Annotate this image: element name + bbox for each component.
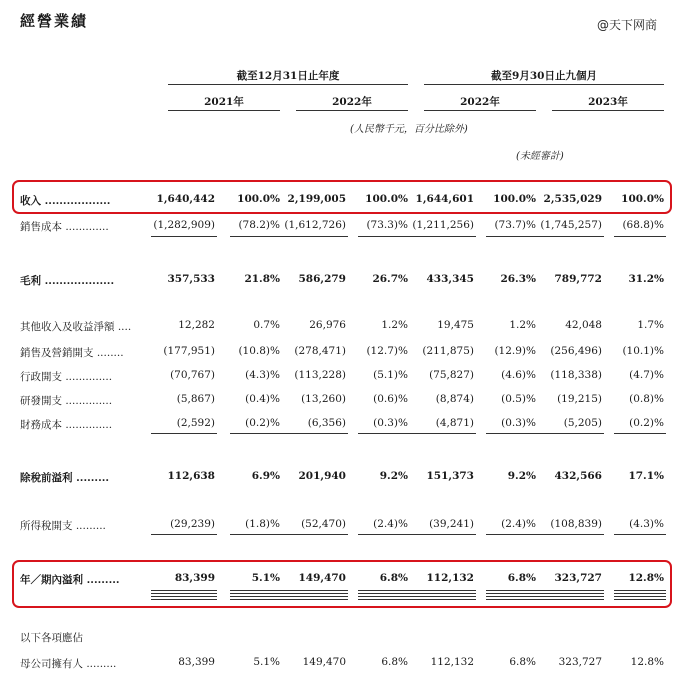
table-cell: 112,132 [426, 572, 474, 584]
year-header-rule [168, 110, 280, 111]
table-cell: (4.7)% [629, 369, 664, 381]
table-cell: 31.2% [628, 273, 664, 285]
table-cell: 323,727 [558, 656, 602, 668]
table-cell: 9.2% [379, 470, 408, 482]
table-cell: 1,640,442 [156, 193, 215, 205]
table-cell: (5.1)% [373, 369, 408, 381]
underline [282, 433, 348, 434]
table-cell: (39,241) [429, 518, 474, 530]
highlight-profit-row [12, 560, 672, 608]
leader-dots: .............. [62, 419, 113, 431]
table-cell: 0.7% [253, 319, 280, 331]
table-cell: 6.8% [507, 572, 536, 584]
table-cell: 586,279 [298, 273, 346, 285]
table-cell: (8,874) [435, 393, 474, 405]
row-label: 銷售成本 ............. [20, 221, 109, 233]
underline [410, 433, 476, 434]
table-cell: 6.8% [509, 656, 536, 668]
table-cell: 1,644,601 [415, 193, 474, 205]
group-header-rule [168, 84, 408, 85]
table-cell: (0.5)% [501, 393, 536, 405]
table-cell: 26.3% [500, 273, 536, 285]
table-cell: (1,612,726) [284, 219, 346, 231]
underline [282, 236, 348, 237]
table-cell: (4.6)% [501, 369, 536, 381]
table-cell: (10.1)% [622, 345, 664, 357]
table-cell: 1.2% [381, 319, 408, 331]
table-cell: (2,592) [176, 417, 215, 429]
table-cell: (4.3)% [629, 518, 664, 530]
row-label: 母公司擁有人 ......... [20, 658, 117, 670]
row-label: 所得稅開支 ......... [20, 520, 106, 532]
table-cell: (113,228) [294, 369, 346, 381]
underline [614, 236, 666, 237]
row-label: 收入 .................. [20, 195, 111, 207]
table-cell: (5,205) [563, 417, 602, 429]
table-cell: (1,211,256) [412, 219, 474, 231]
table-cell: (73.7)% [494, 219, 536, 231]
underline [358, 236, 410, 237]
leader-dots: .................. [41, 195, 111, 207]
table-cell: (12.9)% [494, 345, 536, 357]
underline [151, 433, 217, 434]
table-cell: 9.2% [507, 470, 536, 482]
table-cell: 112,638 [167, 470, 215, 482]
leader-dots: ......... [72, 472, 110, 484]
table-cell: 112,132 [430, 656, 474, 668]
table-cell: 100.0% [493, 193, 536, 205]
table-cell: 100.0% [365, 193, 408, 205]
table-cell: (29,239) [170, 518, 215, 530]
table-cell: 6.8% [379, 572, 408, 584]
table-cell: (0.2)% [629, 417, 664, 429]
year-header: 2022年 [332, 96, 372, 108]
table-cell: (68.8)% [622, 219, 664, 231]
table-cell: 12.8% [628, 572, 664, 584]
table-cell: (4.3)% [245, 369, 280, 381]
row-label: 研發開支 .............. [20, 395, 113, 407]
leader-dots: ................... [41, 275, 115, 287]
underline [230, 534, 282, 535]
table-cell: 83,399 [174, 572, 215, 584]
underline [151, 236, 217, 237]
underline [230, 433, 282, 434]
unaudited-note: (未經審計) [516, 151, 564, 162]
table-cell: (108,839) [550, 518, 602, 530]
table-cell: 433,345 [426, 273, 474, 285]
table-cell: (118,338) [550, 369, 602, 381]
leader-dots: .... [114, 321, 132, 333]
table-cell: (0.3)% [501, 417, 536, 429]
table-cell: 42,048 [565, 319, 602, 331]
group-header-nine-months: 截至9月30日止九個月 [491, 70, 597, 82]
year-header-rule [296, 110, 408, 111]
table-cell: 5.1% [251, 572, 280, 584]
table-cell: 100.0% [621, 193, 664, 205]
leader-dots: ......... [83, 574, 120, 586]
section-heading: 經營業績 [20, 12, 89, 30]
leader-dots: .............. [62, 371, 113, 383]
leader-dots: ........ [93, 347, 124, 359]
table-cell: (75,827) [429, 369, 474, 381]
table-cell: 26.7% [372, 273, 408, 285]
underline [282, 534, 348, 535]
row-label: 其他收入及收益淨額 .... [20, 321, 132, 333]
table-cell: 12.8% [630, 656, 664, 668]
table-cell: (73.3)% [366, 219, 408, 231]
table-cell: 17.1% [628, 470, 664, 482]
underline [410, 534, 476, 535]
highlight-revenue-row [12, 180, 672, 214]
year-header: 2021年 [204, 96, 244, 108]
table-cell: 151,373 [426, 470, 474, 482]
table-cell: 149,470 [298, 572, 346, 584]
underline [538, 236, 604, 237]
underline [538, 433, 604, 434]
table-cell: (13,260) [301, 393, 346, 405]
leader-dots: ......... [72, 520, 106, 532]
row-label: 銷售及營銷開支 ........ [20, 347, 124, 359]
leader-dots: .............. [62, 395, 113, 407]
underline [486, 433, 538, 434]
table-cell: (52,470) [301, 518, 346, 530]
table-cell: (10.8)% [238, 345, 280, 357]
table-cell: 5.1% [253, 656, 280, 668]
table-cell: 6.9% [251, 470, 280, 482]
table-cell: (0.4)% [245, 393, 280, 405]
table-cell: (0.8)% [629, 393, 664, 405]
group-header-rule [424, 84, 664, 85]
underline [151, 534, 217, 535]
row-label: 以下各項應佔 [20, 632, 83, 644]
table-cell: (0.3)% [373, 417, 408, 429]
row-label: 行政開支 .............. [20, 371, 113, 383]
group-header-annual: 截至12月31日止年度 [236, 70, 340, 82]
table-cell: (256,496) [550, 345, 602, 357]
table-cell: 201,940 [298, 470, 346, 482]
table-cell: 1.7% [637, 319, 664, 331]
table-cell: 357,533 [167, 273, 215, 285]
row-label: 除稅前溢利 ......... [20, 472, 110, 484]
table-cell: (70,767) [170, 369, 215, 381]
underline [614, 534, 666, 535]
table-cell: (278,471) [294, 345, 346, 357]
table-cell: (6,356) [307, 417, 346, 429]
leader-dots: ......... [83, 658, 117, 670]
table-cell: 12,282 [178, 319, 215, 331]
row-label: 毛利 ................... [20, 275, 115, 287]
table-cell: 2,535,029 [543, 193, 602, 205]
table-cell: (5,867) [176, 393, 215, 405]
watermark: @天下网商 [597, 18, 658, 32]
underline [358, 433, 410, 434]
table-cell: 21.8% [244, 273, 280, 285]
underline [538, 534, 604, 535]
table-cell: 100.0% [237, 193, 280, 205]
table-cell: (2.4)% [501, 518, 536, 530]
table-cell: (2.4)% [373, 518, 408, 530]
underline [486, 236, 538, 237]
year-header-rule [424, 110, 536, 111]
table-cell: 432,566 [554, 470, 602, 482]
table-cell: (1,282,909) [153, 219, 215, 231]
row-label: 年／期內溢利 ......... [20, 574, 120, 586]
unit-note: (人民幣千元，百分比除外) [350, 124, 468, 135]
table-cell: 83,399 [178, 656, 215, 668]
table-cell: 26,976 [309, 319, 346, 331]
table-cell: 149,470 [302, 656, 346, 668]
year-header-rule [552, 110, 664, 111]
table-cell: 323,727 [554, 572, 602, 584]
leader-dots: ............. [62, 221, 109, 233]
row-label: 財務成本 .............. [20, 419, 113, 431]
table-cell: 6.8% [381, 656, 408, 668]
table-cell: 789,772 [554, 273, 602, 285]
table-cell: 2,199,005 [287, 193, 346, 205]
underline [358, 534, 410, 535]
table-cell: (177,951) [163, 345, 215, 357]
table-cell: 1.2% [509, 319, 536, 331]
table-cell: (1,745,257) [540, 219, 602, 231]
year-header: 2022年 [460, 96, 500, 108]
table-cell: (19,215) [557, 393, 602, 405]
year-header: 2023年 [588, 96, 628, 108]
table-cell: (211,875) [422, 345, 474, 357]
table-cell: 19,475 [437, 319, 474, 331]
table-cell: (12.7)% [366, 345, 408, 357]
table-cell: (78.2)% [238, 219, 280, 231]
table-cell: (0.6)% [373, 393, 408, 405]
underline [486, 534, 538, 535]
table-cell: (1.8)% [245, 518, 280, 530]
table-cell: (4,871) [435, 417, 474, 429]
underline [410, 236, 476, 237]
underline [614, 433, 666, 434]
underline [230, 236, 282, 237]
table-cell: (0.2)% [245, 417, 280, 429]
